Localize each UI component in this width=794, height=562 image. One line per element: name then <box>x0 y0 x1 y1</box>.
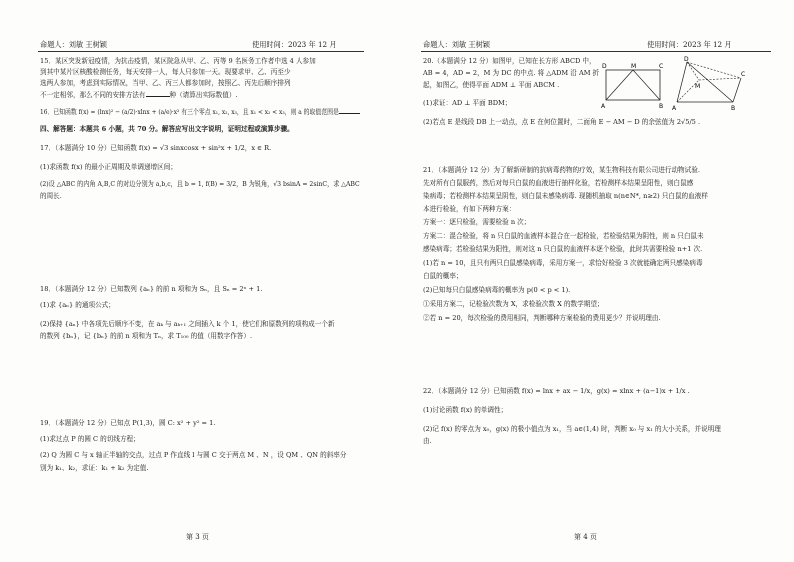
q15-line3: 选两人参加，考虑到实际情况，当甲、乙、丙三人都参加时，按照乙、丙先后顺序排列 <box>40 79 291 87</box>
page-number: 第 4 页 <box>574 533 597 541</box>
date-label: 使用时间：2023 年 12 月 <box>252 40 337 49</box>
q17-part2: (2)设 △ABC 的内角 A,B,C 的对边分别为 a,b,c，且 b = 1, f(B) = 3/2，B 为锐角，√3 bsinA = 2sinC，求 △ABC <box>40 180 360 188</box>
q20-part1: (1)求证：AD ⊥ 平面 BDM； <box>423 99 512 107</box>
q21-line1: 21．（本题满分 12 分）为了解新研制的抗病毒药物的疗效，某生物科技有限公司进行动物试验. <box>423 166 700 174</box>
vertex-label-m: M <box>631 63 637 70</box>
q17-part1: (1)求函数 f(x) 的最小正周期及单调递增区间； <box>40 163 177 171</box>
q15-line4 <box>40 89 238 102</box>
header-rule <box>421 51 771 52</box>
q22-part1: (1)讨论函数 f(x) 的单调性； <box>423 406 508 414</box>
q18-part2: (2)保持 {aₙ} 中各项先后顺序不变，在 aₖ 与 aₖ₊₁ 之间插入 k 个 1，使它们和原数列的项构成一个新 <box>40 320 335 328</box>
q21-scheme2-cont: 感染病毒；若检验结果为阳性，则对这 n 只白鼠的血液样本逐个检验，此时共需要检验 n+1 次. <box>423 245 703 253</box>
answer-blank <box>146 89 170 97</box>
page-number: 第 3 页 <box>186 533 209 541</box>
q21-part2: (2)已知每只白鼠感染病毒的概率为 p(0 < p < 1). <box>423 286 571 294</box>
q18-stem: 18．（本题满分 12 分）已知数列 {aₙ} 的前 n 项和为 Sₙ，且 Sₙ = 2ⁿ + 1. <box>40 285 263 293</box>
date-label: 使用时间：2023 年 12 月 <box>647 40 732 49</box>
q21-scheme2: 方案二：混合检验，将 n 只白鼠的血液样本混合在一起检验，若检验结果为阴性，则 n 只白鼠未 <box>423 232 704 240</box>
q17-part2-cont: 的周长. <box>40 192 62 200</box>
q21-scheme1: 方案一：逐只检验，需要检验 n 次； <box>423 218 531 226</box>
q21-part2-b: ②若 n = 20，每次检验的费用相同，判断哪种方案检验的费用更少？并说明理由. <box>423 314 661 322</box>
q22-part2: (2)记 f(x) 的零点为 x₀，g(x) 的极小值点为 x₁，当 a∈(1,4) 时，判断 x₀ 与 x₁ 的大小关系，并说明理 <box>423 425 721 433</box>
q22-stem: 22．（本题满分 12 分）已知函数 f(x) = lnx + ax − 1/x，g(x) = xlnx + (a−1)x + 1/x . <box>423 387 690 395</box>
q20-line3: 起，如图乙，使得平面 ADM ⊥ 平面 ABCM . <box>423 81 560 89</box>
author-label: 命题人：刘敏 王树颖 <box>423 40 490 49</box>
figure-rectangle-abcd <box>600 60 666 110</box>
exam-page-4 <box>397 0 794 562</box>
q21-line4: 本进行检验，有如下两种方案： <box>423 205 516 213</box>
q20-line2: AB = 4，AD = 2，M 为 DC 的中点. 将 △ADM 沿 AM 折 <box>423 69 600 77</box>
author-label: 命题人：刘敏 王树颖 <box>40 40 107 49</box>
q19-part2: (2) Q 为圆 C 与 x 轴正半轴的交点，过点 P 作直线 l 与圆 C 交于两点 M 、N ，设 QM 、QN 的斜率分 <box>40 451 347 459</box>
vertex-label-a: A <box>601 103 606 110</box>
figure-folded-pyramid <box>671 56 747 112</box>
q16-text: 16．已知函数 f(x) = (lnx)² − (a/2)·xlnx + (a/e)·x² 有三个零点 x₁, x₂, x₃，且 x₁ < x₂ < x₃，则 a 的取值范围是 <box>40 108 339 116</box>
q21-part1: (1)若 n = 10，且只有两只白鼠感染病毒，采用方案一，求恰好检验 3 次就能确定两只感染病毒 <box>423 259 703 267</box>
q17-stem: 17．（本题满分 10 分）已知函数 f(x) = √3 sinxcosx + sin²x + 1/2，x ∈ R. <box>40 144 272 152</box>
q19-part1: (1)求过点 P 的圆 C 的切线方程； <box>40 435 140 443</box>
q15-line1: 15．某区突发新冠疫情，为抗击疫情，某区院急从甲、乙、丙等 9 名医务工作者中选 4 人参加 <box>40 57 316 65</box>
q21-part1-cont: 白鼠的概率； <box>423 272 463 280</box>
q15-line2: 到其中某片区核酸检测任务，每天安排一人，每人只参加一天。现要求甲、乙、丙至少 <box>40 68 291 76</box>
q16-line <box>40 106 360 119</box>
q20-part2: (2)若点 E 是线段 DB 上一动点，点 E 在何位置时，二面角 E − AM − D 的余弦值为 2√5/5 . <box>423 118 701 126</box>
vertex-label-d: D <box>684 56 689 63</box>
answer-blank <box>339 106 360 114</box>
q21-line3: 染病毒；若检测样本结果呈阴性，则白鼠未感染病毒. 现随机抽取 n(n∈N*, n≥2) 只白鼠的血液样 <box>423 192 708 200</box>
header-rule <box>38 51 364 52</box>
q21-part2-a: ①采用方案二，记检验次数为 X，求检验次数 X 的数学期望； <box>423 300 604 308</box>
vertex-label-c: C <box>659 63 664 70</box>
vertex-label-m: M <box>695 83 701 90</box>
q19-stem: 19．（本题满分 12 分）已知点 P(1,3)，圆 C: x² + y² = 1. <box>40 419 216 427</box>
section-heading: 四、解答题：本题共 6 小题，共 70 分。解答应写出文字说明，证明过程或演算步骤。 <box>40 125 294 133</box>
vertex-label-d: D <box>602 63 607 70</box>
q21-line2: 先对所有白鼠服药，然后对每只白鼠的血液进行抽样化验，若检测样本结果呈阳性，则白鼠感 <box>423 179 694 187</box>
vertex-label-a: A <box>672 105 677 112</box>
q20-line1: 20.（本题满分 12 分）如图甲，已知在长方形 ABCD 中， <box>423 57 596 65</box>
vertex-label-b: B <box>659 103 664 110</box>
q15-text-a: 不一定相邻，那么不同的安排方法有 <box>40 91 146 99</box>
vertex-label-b: B <box>731 105 736 112</box>
q15-text-b: 种（请算出实际数值）. <box>169 91 238 99</box>
q18-part2-cont: 的数列 {bₙ}，记 {bₙ} 的前 n 项和为 Tₙ，求 T₁₀₀ 的值（用数字作答）. <box>40 332 253 340</box>
vertex-label-c: C <box>741 71 746 78</box>
q18-part1: (1)求 {aₙ} 的通项公式； <box>40 301 115 309</box>
q19-part2-cont: 别为 k₁、k₂，求证：k₁ + k₂ 为定值. <box>40 464 149 472</box>
q22-part2-cont: 由. <box>423 437 432 445</box>
